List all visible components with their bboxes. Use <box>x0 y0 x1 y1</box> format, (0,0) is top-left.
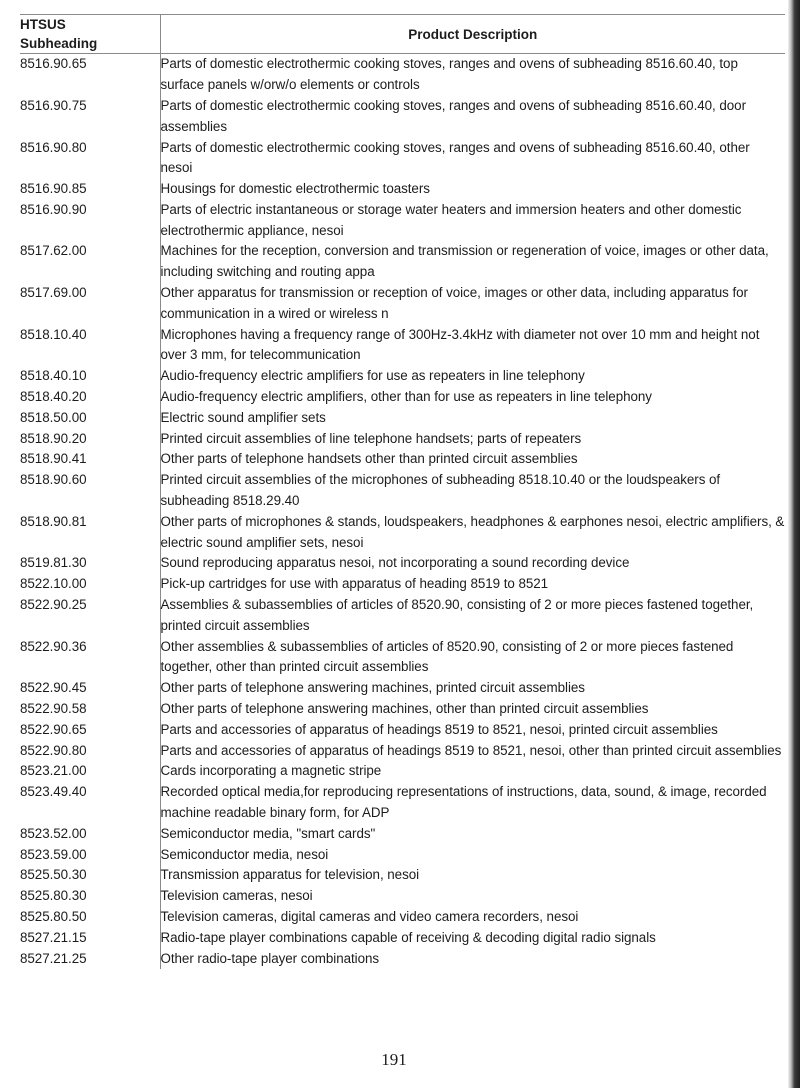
table-row <box>20 595 785 637</box>
product-description-text: Other parts of telephone handsets other than printed circuit assemblies <box>160 451 578 467</box>
table-row <box>20 387 785 408</box>
column-header-htsus-subheading <box>20 15 160 54</box>
product-description-text: Semiconductor media, "smart cards" <box>160 825 376 841</box>
htsus-subheading-code: 8525.50.30 <box>20 865 160 886</box>
table-row <box>20 637 785 679</box>
table-row <box>20 553 785 574</box>
htsus-subheading-code: 8522.90.45 <box>20 678 160 699</box>
table-row <box>20 512 785 554</box>
product-description-text: Other radio-tape player combinations <box>160 950 380 966</box>
table-row <box>20 408 785 429</box>
htsus-subheading-code: 8525.80.50 <box>20 907 160 928</box>
htsus-subheading-code: 8522.90.80 <box>20 741 160 762</box>
product-description-text: Other assemblies & subassemblies of articles of 8520.90, consisting of 2 or more pieces fastened together, other than printed circuit assemblies <box>160 638 734 675</box>
table-row <box>20 574 785 595</box>
htsus-subheading-code: 8516.90.80 <box>20 138 160 180</box>
htsus-subheading-code: 8518.90.60 <box>20 470 160 512</box>
htsus-subheading-code: 8523.21.00 <box>20 761 160 782</box>
product-description-text: Television cameras, digital cameras and video camera recorders, nesoi <box>160 908 579 924</box>
htsus-subheading-code: 8522.90.58 <box>20 699 160 720</box>
product-description-text: Parts of domestic electrothermic cooking stoves, ranges and ovens of subheading 8516.60.40, door assemblies <box>160 97 746 134</box>
table-row <box>20 720 785 741</box>
product-description-text: Parts of electric instantaneous or storage water heaters and immersion heaters and other domestic electrothermic appliance, nesoi <box>160 201 742 238</box>
product-description-text: Audio-frequency electric amplifiers, other than for use as repeaters in line telephony <box>160 389 652 405</box>
htsus-subheading-code: 8522.90.36 <box>20 637 160 679</box>
htsus-subheading-code: 8518.50.00 <box>20 408 160 429</box>
product-description-text: Audio-frequency electric amplifiers for use as repeaters in line telephony <box>160 368 585 384</box>
htsus-subheading-code: 8522.90.25 <box>20 595 160 637</box>
table-row <box>20 429 785 450</box>
product-description-text: Electric sound amplifier sets <box>160 409 326 425</box>
page-edge-artifact <box>788 0 800 1088</box>
column-header-product-description: Product Description <box>160 15 785 54</box>
column-header-htsus-line1: HTSUS <box>20 17 66 32</box>
htsus-subheading-code: 8525.80.30 <box>20 886 160 907</box>
product-description-text: Parts of domestic electrothermic cooking stoves, ranges and ovens of subheading 8516.60.40, other nesoi <box>160 139 750 176</box>
table-row <box>20 366 785 387</box>
table-row <box>20 865 785 886</box>
table-row <box>20 325 785 367</box>
htsus-subheading-table <box>20 14 785 969</box>
product-description-text: Microphones having a frequency range of 300Hz-3.4kHz with diameter not over 10 mm and height not over 3 mm, for telecommunication <box>160 326 760 363</box>
htsus-subheading-code: 8516.90.75 <box>20 96 160 138</box>
product-description-text: Radio-tape player combinations capable of receiving & decoding digital radio signals <box>160 929 656 945</box>
table-row <box>20 907 785 928</box>
table-row <box>20 241 785 283</box>
htsus-subheading-code: 8527.21.15 <box>20 928 160 949</box>
table-row <box>20 283 785 325</box>
table-row <box>20 741 785 762</box>
table-row <box>20 949 785 970</box>
product-description-text: Assemblies & subassemblies of articles of 8520.90, consisting of 2 or more pieces fastened together, printed circuit assemblies <box>160 597 754 633</box>
table-row <box>20 200 785 242</box>
product-description-text: Parts and accessories of apparatus of headings 8519 to 8521, nesoi, printed circuit assemblies <box>160 721 718 737</box>
htsus-subheading-code: 8518.40.20 <box>20 387 160 408</box>
table-row <box>20 782 785 824</box>
table-body <box>20 54 785 970</box>
htsus-subheading-code: 8523.52.00 <box>20 824 160 845</box>
product-description-text: Parts and accessories of apparatus of headings 8519 to 8521, nesoi, other than printed circuit assemblies <box>160 742 782 758</box>
product-description-text: Other apparatus for transmission or reception of voice, images or other data, including apparatus for communication in a wired or wireless n <box>160 285 748 321</box>
column-header-htsus-line2: Subheading <box>20 36 98 52</box>
table-row <box>20 138 785 180</box>
htsus-subheading-code: 8527.21.25 <box>20 949 160 970</box>
htsus-subheading-code: 8517.62.00 <box>20 241 160 283</box>
table-row <box>20 678 785 699</box>
product-description-text: Parts of domestic electrothermic cooking stoves, ranges and ovens of subheading 8516.60.40, top surface panels w/orw/o elements or controls <box>160 56 738 93</box>
product-description-text: Other parts of microphones & stands, loudspeakers, headphones & earphones nesoi, electric amplifiers, & electric sound amplifier sets, nesoi <box>160 513 785 550</box>
page-number: 191 <box>381 1050 407 1069</box>
htsus-subheading-code: 8518.40.10 <box>20 366 160 387</box>
table-row <box>20 886 785 907</box>
product-description-text: Transmission apparatus for television, nesoi <box>160 867 420 883</box>
htsus-subheading-code: 8522.10.00 <box>20 574 160 595</box>
table-row <box>20 179 785 200</box>
table-row <box>20 54 785 96</box>
table-row <box>20 470 785 512</box>
htsus-subheading-code: 8522.90.65 <box>20 720 160 741</box>
product-description-text: Television cameras, nesoi <box>160 888 313 904</box>
product-description-text: Pick-up cartridges for use with apparatus of heading 8519 to 8521 <box>160 576 549 592</box>
table-row <box>20 449 785 470</box>
table-header <box>20 15 785 54</box>
product-description-text: Printed circuit assemblies of line telephone handsets; parts of repeaters <box>160 430 582 446</box>
table-row <box>20 928 785 949</box>
product-description-text: Machines for the reception, conversion and transmission or regeneration of voice, images or other data, including switching and routing appa <box>160 243 769 280</box>
htsus-subheading-code: 8516.90.85 <box>20 179 160 200</box>
table-header-row <box>20 15 785 54</box>
htsus-subheading-code: 8516.90.65 <box>20 54 160 96</box>
htsus-subheading-code: 8518.90.41 <box>20 449 160 470</box>
product-description-text: Recorded optical media,for reproducing representations of instructions, data, sound, & image, recorded machine readable binary form, for ADP <box>160 784 767 820</box>
product-description-text: Semiconductor media, nesoi <box>160 846 329 862</box>
table-row <box>20 761 785 782</box>
htsus-subheading-code: 8523.49.40 <box>20 782 160 824</box>
htsus-subheading-code: 8518.10.40 <box>20 325 160 367</box>
product-description-text: Housings for domestic electrothermic toasters <box>160 181 430 197</box>
table-row <box>20 699 785 720</box>
htsus-subheading-code: 8523.59.00 <box>20 845 160 866</box>
htsus-subheading-code: 8517.69.00 <box>20 283 160 325</box>
product-description-text: Cards incorporating a magnetic stripe <box>160 763 382 779</box>
htsus-subheading-code: 8518.90.20 <box>20 429 160 450</box>
table-row <box>20 845 785 866</box>
htsus-subheading-code: 8518.90.81 <box>20 512 160 554</box>
product-description-text: Other parts of telephone answering machines, other than printed circuit assemblies <box>160 701 649 717</box>
product-description-text: Other parts of telephone answering machines, printed circuit assemblies <box>160 680 585 696</box>
product-description-text: Printed circuit assemblies of the microphones of subheading 8518.10.40 or the loudspeakers of subheading 8518.29.40 <box>160 472 721 509</box>
product-description-text: Sound reproducing apparatus nesoi, not incorporating a sound recording device <box>160 555 630 571</box>
htsus-subheading-code: 8516.90.90 <box>20 200 160 242</box>
table-row <box>20 824 785 845</box>
htsus-subheading-code: 8519.81.30 <box>20 553 160 574</box>
table-row <box>20 96 785 138</box>
